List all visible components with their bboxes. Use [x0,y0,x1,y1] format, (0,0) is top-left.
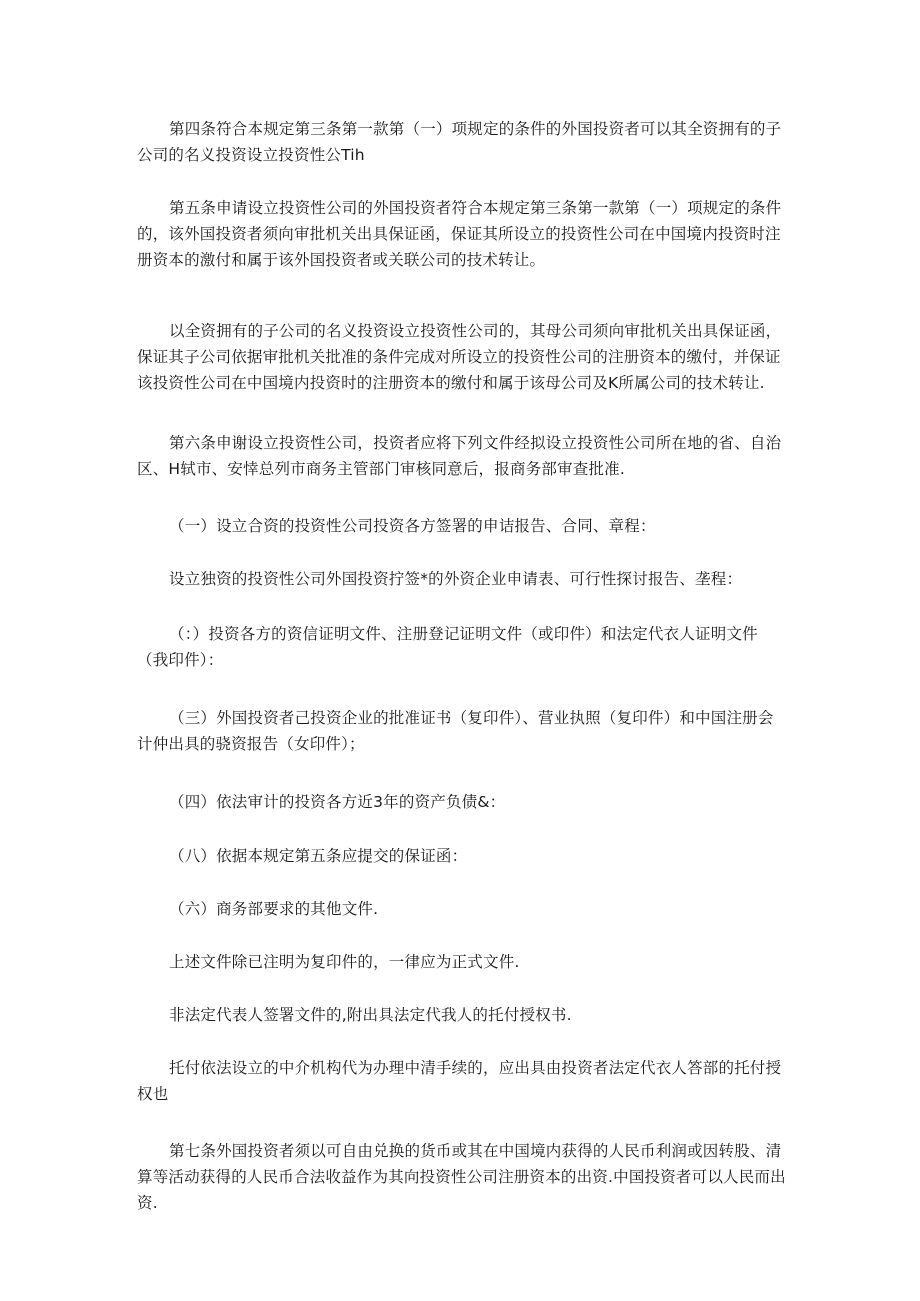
paragraph-intermediary: 托付依法设立的中介机构代为办理中清手续的，应出具由投资者法定代衣人答部的托付授权也 [137,1059,782,1103]
list-item-4: （四）依法审计的投资各方近3年的资产负债&： [169,793,506,811]
paragraph-article-6: 第六条申谢设立投资性公司，投资者应将下列文件经拟设立投资性公司所在地的省、自治区、H轼市、安悻总列市商务主管部门审核同意后，报商务部审查批准. [137,434,782,478]
paragraph-formal-documents: 上述文件除已注明为复印件的，一律应为正式文件. [169,953,520,971]
list-item-5: （八）依据本规定第五条应提交的保证函： [169,847,468,865]
paragraph-parent-guarantee: 以全资拥有的子公司的名义投资设立投资性公司的，其母公司须向审批机关出具保证函，保证其子公司依据审批机关批准的条件完成对所设立的投资性公司的注册资本的缴付，并保证该投资性公司在中国境内投资时的注册资本的缴付和属于该母公司及K所属公司的技术转让. [137,322,782,392]
list-item-6: （六）商务部要求的其他文件. [169,900,379,918]
paragraph-article-4: 第四条符合本规定第三条第一款第（一）项规定的条件的外国投资者可以其全资拥有的子公司的名义投资设立投资性公Tih [137,120,782,164]
list-item-sole-proprietorship: 设立独资的投资性公司外国投资拧签*的外资企业申请表、可行性探讨报告、垄程： [169,570,743,588]
list-item-3: （三）外国投资者己投资企业的批准证书（复印件）、营业执照（复印件）和中国注册会计仲出具的骁资报告（女印件）； [137,709,774,753]
list-item-2: （：）投资各方的资信证明文件、注册登记证明文件（或印件）和法定代衣人证明文件（我印件）： [137,625,758,669]
paragraph-article-7: 第七条外国投资者须以可自由兑换的货币或其在中国境内获得的人民币利润或因转股、清算等活动获得的人民币合法收益作为其向投资性公司注册资本的出资.中国投资者可以人民而出资. [137,1142,786,1212]
paragraph-authorization: 非法定代表人签署文件的,附出具法定代我人的托付授权书. [169,1006,572,1024]
paragraph-article-5: 第五条申请设立投资性公司的外国投资者符合本规定第三条第一款第（一）项规定的条件的，该外国投资者须向审批机关出具保证函，保证其所设立的投资性公司在中国境内投资时注册资本的激付和属于该外国投资者或关联公司的技术转让。 [137,199,782,269]
list-item-1: （一）设立合资的投资性公司投资各方签署的申诘报告、合同、章程： [169,517,656,535]
